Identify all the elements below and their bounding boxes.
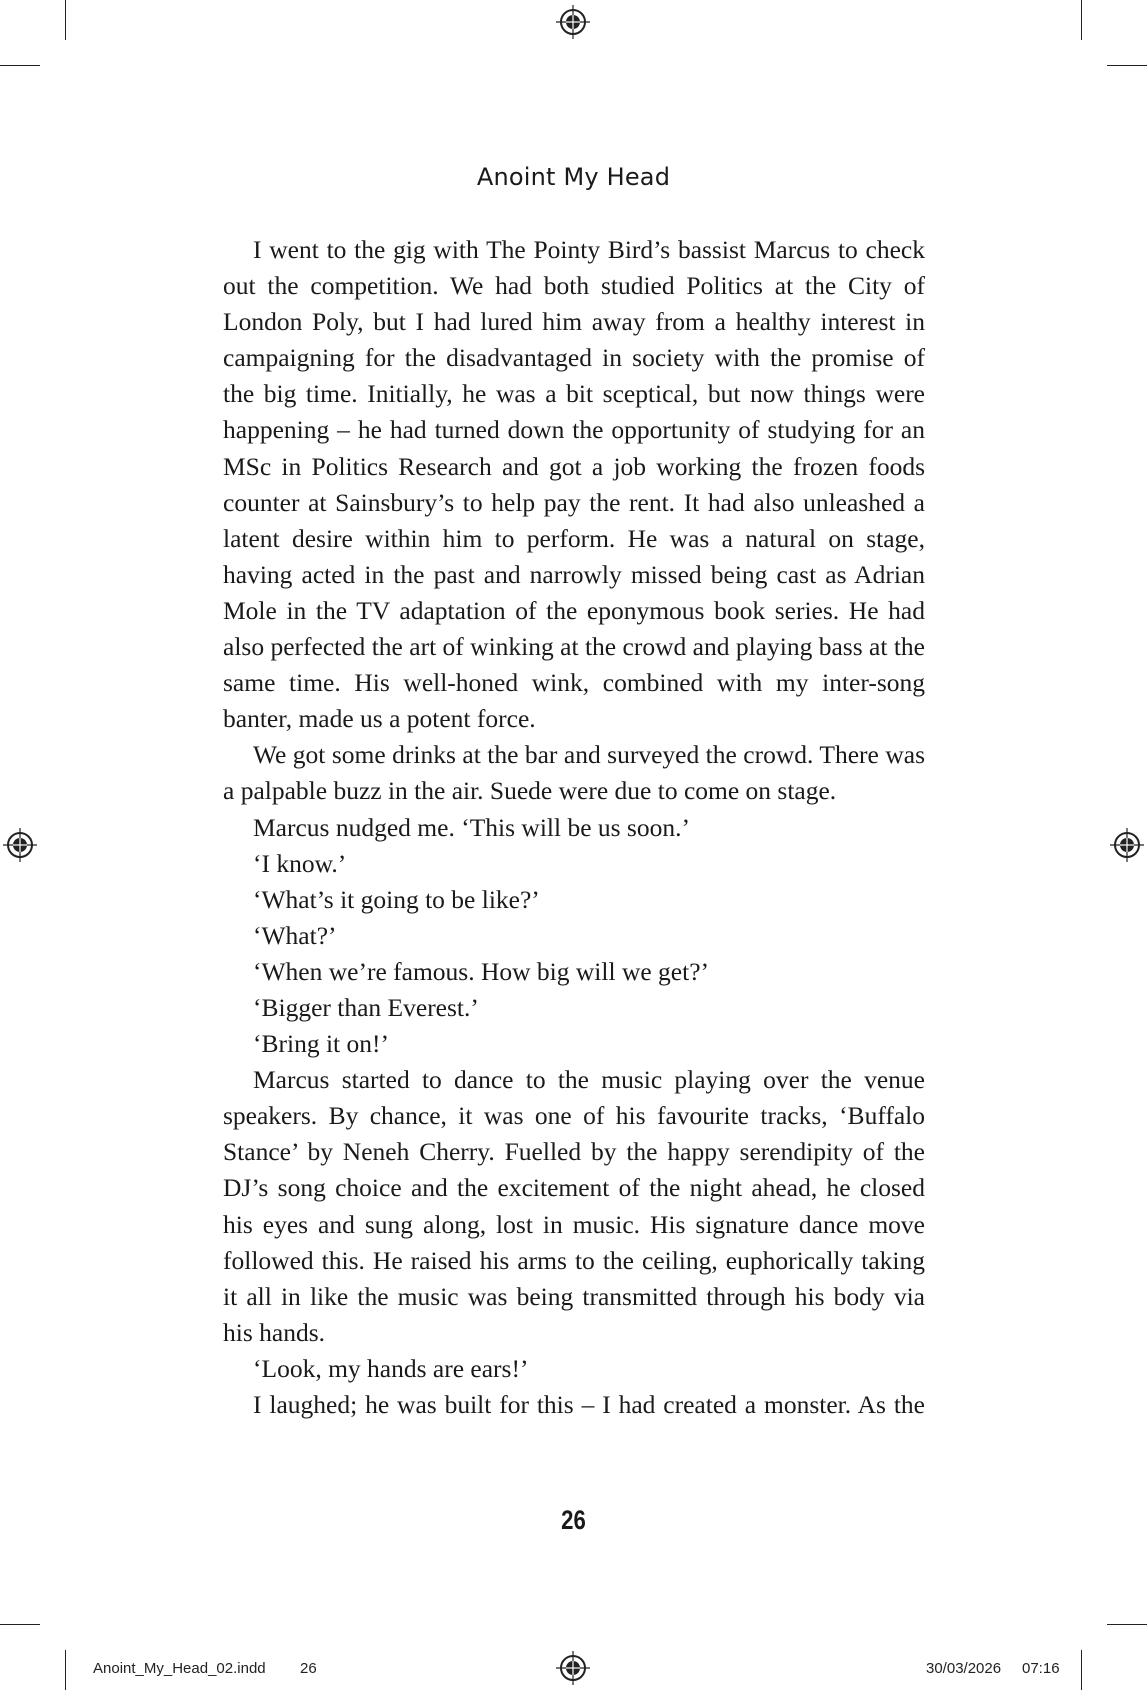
running-head: Anoint My Head xyxy=(476,163,671,191)
paragraph: ‘What’s it going to be like?’ xyxy=(253,884,540,914)
paragraph: ‘What?’ xyxy=(253,920,337,950)
crop-mark-bottom-right-horizontal xyxy=(1107,1624,1147,1625)
crop-mark-bottom-left-horizontal xyxy=(0,1624,40,1625)
paragraph: ‘I know.’ xyxy=(253,848,347,878)
paragraph: I went to the gig with The Pointy Bird’s bassist Marcus to check out the competition. We had both studied Politics at the City of London Poly, but I had lured him away from a healthy interest in campaigning for the disadvantaged in society with the promise of the big time. Initially, he was a bit sceptical, but now things were happening – he had turned down the opportunity of studying for an MSc in Politics Research and got a job working the frozen foods counter at Sainsbury’s to help pay the rent. It had also unleashed a latent desire within him to perform. He was a natural on stage, having acted in the past and narrowly missed being cast as Adrian Mole in the TV adaptation of the eponymous book series. He had also perfected the art of winking at the crowd and playing bass at the same time. His well-honed wink, combined with my inter-song banter, made us a potent force. xyxy=(223,235,925,734)
slug-date: 30/03/2026 xyxy=(926,1660,1002,1677)
slug-page: 26 xyxy=(300,1660,317,1677)
crop-mark-bottom-right-vertical xyxy=(1081,1650,1082,1690)
registration-mark-icon xyxy=(556,1651,590,1685)
crop-mark-top-right-horizontal xyxy=(1107,65,1147,66)
registration-mark-icon xyxy=(556,5,590,39)
slug-time: 07:16 xyxy=(1022,1660,1060,1677)
paragraph: ‘Look, my hands are ears!’ xyxy=(253,1353,529,1383)
crop-mark-top-right-vertical xyxy=(1081,0,1082,40)
page-number: 26 xyxy=(561,1505,586,1535)
paragraph: ‘Bigger than Everest.’ xyxy=(253,992,479,1022)
crop-mark-bottom-left-vertical xyxy=(65,1650,66,1690)
crop-mark-top-left-vertical xyxy=(65,0,66,40)
slug-filename: Anoint_My_Head_02.indd xyxy=(93,1660,266,1677)
paragraph: I laughed; he was built for this – I had created a monster. As the xyxy=(253,1390,925,1419)
paragraph: ‘When we’re famous. How big will we get?’ xyxy=(253,956,710,986)
paragraph: We got some drinks at the bar and surveyed the crowd. There was a palpable buzz in the air. Suede were due to come on stage. xyxy=(223,740,925,806)
registration-mark-icon xyxy=(1110,828,1144,862)
crop-mark-top-left-horizontal xyxy=(0,65,40,66)
paragraph: Marcus nudged me. ‘This will be us soon.’ xyxy=(253,812,690,842)
paragraph: ‘Bring it on!’ xyxy=(253,1029,389,1059)
registration-mark-icon xyxy=(3,828,37,862)
paragraph: Marcus started to dance to the music playing over the venue speakers. By chance, it was one of his favourite tracks, ‘Buffalo Stance’ by Neneh Cherry. Fuelled by the happy serendipity of the DJ’s song choice and the excitement of the night ahead, he closed his eyes and sung along, lost in music. His signature dance move followed this. He raised his arms to the ceiling, euphorically taking it all in like the music was being transmitted through his body via his hands. xyxy=(223,1065,925,1347)
body-text xyxy=(223,232,925,1423)
